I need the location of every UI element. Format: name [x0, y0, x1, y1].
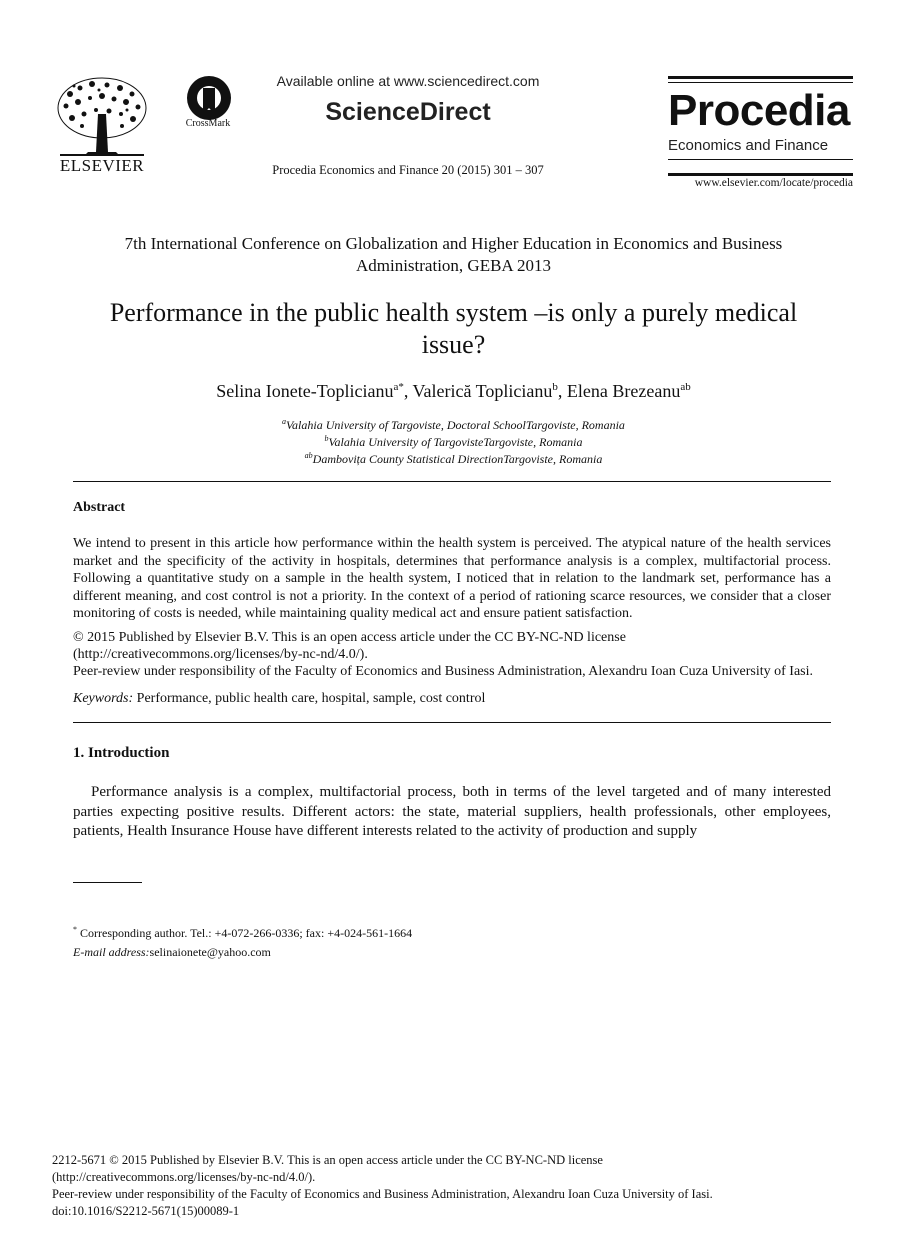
author-name: Selina Ionete-Toplicianu — [216, 381, 394, 401]
author-name: Elena Brezeanu — [566, 381, 681, 401]
author-name: Valerică Toplicianu — [412, 381, 553, 401]
conference-line: 7th International Conference on Globalization and Higher Education in Economics and Business — [124, 234, 783, 253]
affiliation-text: Dambovița County Statistical DirectionTargoviste, Romania — [312, 452, 603, 466]
footer-doi-link[interactable]: doi:10.1016/S2212-5671(15)00089-1 — [52, 1204, 240, 1218]
footer-issn-copyright: 2212-5671 © 2015 Published by Elsevier B.V. This is an open access article under the CC BY-NC-ND license — [52, 1153, 603, 1167]
footer-license-link[interactable]: (http://creativecommons.org/licenses/by-nc-nd/4.0/). — [52, 1170, 316, 1184]
email-note — [73, 945, 271, 960]
abstract-body: We intend to present in this article how performance within the health system is perceived. The atypical nature of the health services market and the specificity of the activity in hospitals, determines that performance analysis is a complex, multifactorial process. Following a quantitative study on a sample in the health system, I noticed that in relation to the landmark set, performance has a different meaning, and cost control is not a priority. In the context of a period of rationing scarce resources, we consider that a closer monitoring of costs is needed, while maintaining quality medical act and ensure patient satisfaction. — [73, 536, 831, 622]
author-separator: , — [403, 381, 413, 401]
conference-line: Administration, GEBA 2013 — [355, 256, 552, 275]
available-online-text: Available online at www.sciencedirect.com — [276, 73, 540, 89]
author-separator: , — [557, 381, 567, 401]
abstract-heading: Abstract — [73, 500, 126, 515]
affiliation-mark: b — [324, 434, 329, 443]
corresponding-author-text: Corresponding author. Tel.: +4-072-266-0336; fax: +4-024-561-1664 — [77, 926, 413, 940]
footnote-marker: * — [73, 925, 77, 934]
procedia-rule — [668, 159, 853, 160]
affiliation-text: Valahia University of Targoviste, Doctoral SchoolTargoviste, Romania — [286, 418, 625, 432]
title-line: Performance in the public health system –is only a purely medical — [109, 298, 798, 327]
footer-peer-review: Peer-review under responsibility of the Faculty of Economics and Business Administration, Alexandru Ioan Cuza University of Iasi. — [52, 1187, 713, 1201]
keywords — [73, 691, 485, 707]
procedia-rule — [668, 76, 853, 79]
procedia-rule — [668, 173, 853, 176]
crossmark-label: CrossMark — [185, 118, 231, 129]
author-affiliation-mark: b — [552, 381, 558, 393]
affiliation — [60, 417, 847, 433]
affiliation-text: Valahia University of TargovisteTargoviste, Romania — [328, 435, 583, 449]
publisher-name: ELSEVIER — [59, 156, 145, 175]
email-address-link[interactable]: selinaionete@yahoo.com — [149, 945, 271, 959]
author-list — [60, 381, 847, 402]
corresponding-author-note — [73, 925, 412, 941]
sciencedirect-logo: ScienceDirect — [325, 98, 491, 126]
introduction-body: Performance analysis is a complex, multifactorial process, both in terms of the level targeted and of many interested parties expecting positive results. Different actors: the state, material suppliers, health professionals, other employees, patients, Health Insurance House have different interests related to the activity of production and supply — [73, 784, 831, 839]
title-line: issue? — [421, 330, 486, 359]
author-affiliation-mark: ab — [680, 381, 691, 393]
author-affiliation-mark: a* — [393, 381, 404, 393]
procedia-logo: Procedia — [668, 86, 850, 135]
affiliation-mark: a — [282, 417, 287, 426]
keywords-list: Performance, public health care, hospital, sample, cost control — [133, 691, 486, 706]
license-link[interactable]: (http://creativecommons.org/licenses/by-nc-nd/4.0/). — [73, 647, 368, 662]
affiliation — [60, 434, 847, 450]
journal-reference: Procedia Economics and Finance 20 (2015) 301 – 307 — [272, 163, 544, 177]
peer-review-notice: Peer-review under responsibility of the Faculty of Economics and Business Administration, Alexandru Ioan Cuza University of Iasi. — [73, 664, 814, 679]
procedia-rule — [668, 82, 853, 83]
copyright-notice: © 2015 Published by Elsevier B.V. This is an open access article under the CC BY-NC-ND license — [73, 630, 626, 645]
affiliation-mark: ab — [304, 451, 313, 460]
email-label: E-mail address: — [73, 945, 150, 959]
keywords-label: Keywords: — [73, 691, 134, 706]
journal-url-link[interactable]: www.elsevier.com/locate/procedia — [694, 177, 853, 189]
footnote-divider — [73, 882, 142, 883]
conference-name — [60, 233, 847, 277]
article-title — [60, 297, 847, 361]
section-divider — [73, 481, 831, 482]
section-heading: 1. Introduction — [73, 745, 170, 761]
journal-subtitle: Economics and Finance — [668, 137, 829, 154]
section-divider — [73, 722, 831, 723]
affiliation — [60, 451, 847, 467]
